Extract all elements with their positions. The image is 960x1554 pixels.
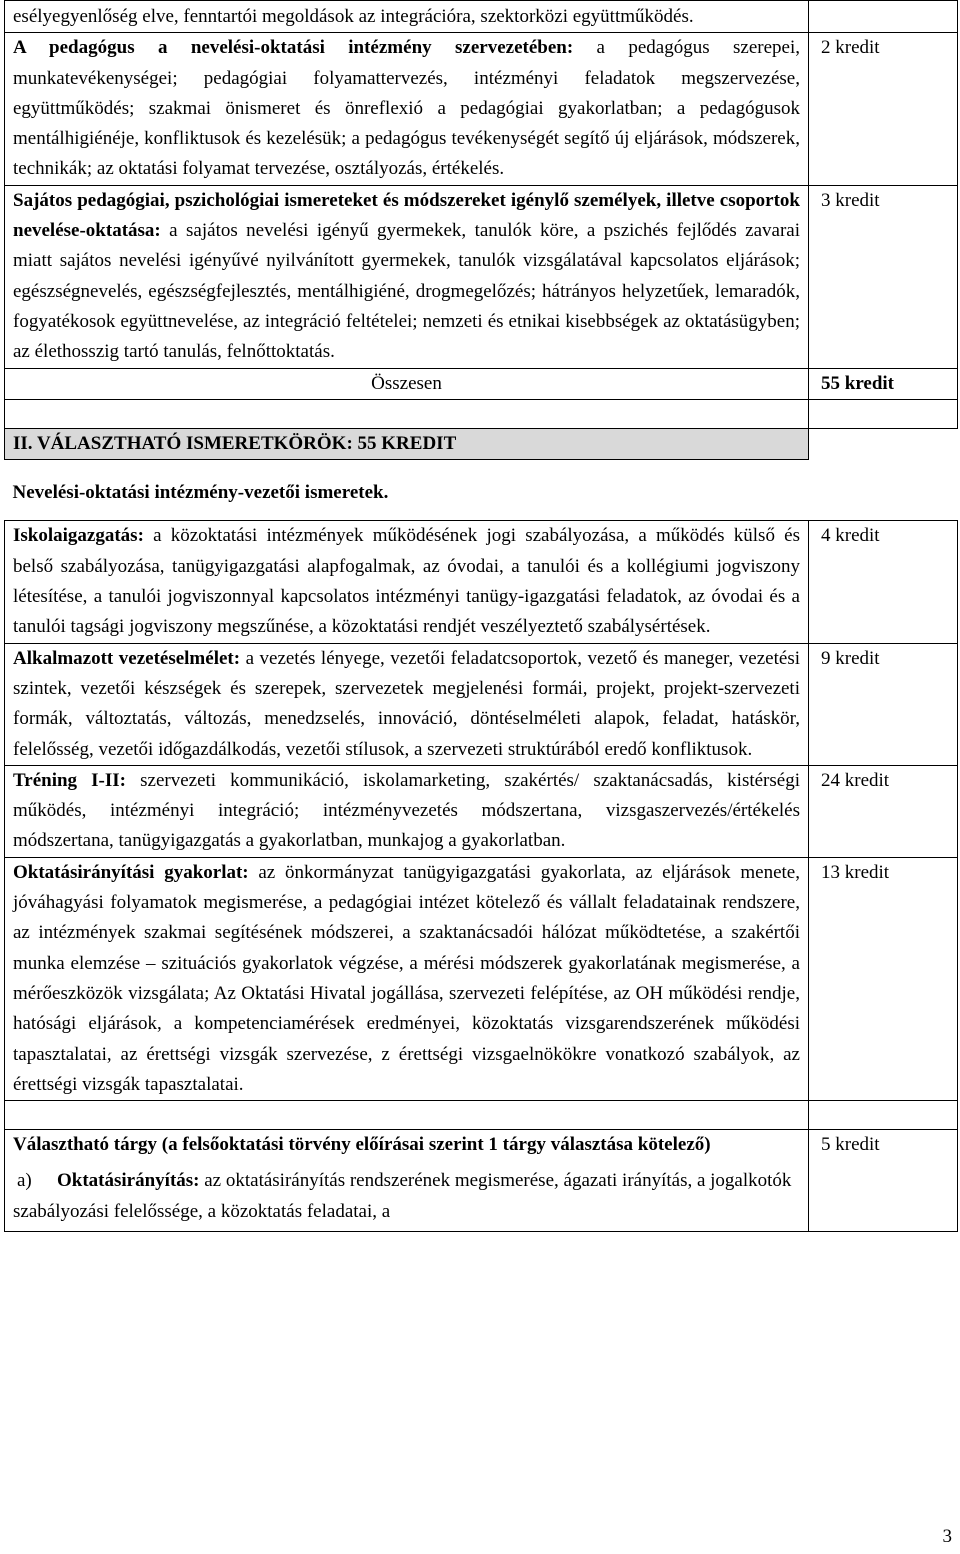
course-credit: 4 kredit: [809, 521, 958, 643]
course-text: a közoktatási intézmények működésének jogi szabályozása, a működés külső és belső szabályozása, tanügyigazgatási alapfogalmak, az óvodai, a tanulói és a kollégiumi jogviszony létesítése, a tanulói jogviszonnyal kapcsolatos intézményi tanügy-igazgatási feladatok, az óvodai és a tanulói tagsági jogviszony megszűnése, a közoktatási rendjét veszélyeztető szabálysértések.: [13, 525, 800, 638]
course-credit: 9 kredit: [809, 643, 958, 765]
course-credit: 2 kredit: [809, 33, 958, 185]
empty-credit-cell: [809, 1, 958, 33]
course-text: a sajátos nevelési igényű gyermekek, tanulók köre, a pszichés fejlődés zavarai miatt sajátos nevelési igényűvé nyilvánított gyermekek, tanulók vizsgálatával kapcsolatos eljárások; egészségnevelés, egészségfejlesztés, mentálhigiéné, drogmegelőzés; hátrányos helyzetűek, lemaradók, fogyatékosok együttnevelése, az integráció feltételei; nemzeti és etnikai kisebbségek az oktatásügyben; az élethosszig tartó tanulás, felnőttoktatás.: [13, 220, 800, 363]
course-title: Alkalmazott vezetéselmélet:: [13, 647, 241, 669]
course-title: Oktatásirányítási gyakorlat:: [13, 861, 249, 883]
course-description: [5, 765, 809, 857]
course-text: szervezeti kommunikáció, iskolamarketing, szakértés/ szaktanácsadás, kistérségi működés, intézményi integráció; intézményvezetés módszertana, vizsgaszervezés/értékelés módszertana, tanügyigazgatás a gyakorlatban, munkajog a gyakorlatban.: [13, 769, 800, 852]
spacer-cell: [5, 1101, 809, 1130]
spacer-cell: [809, 399, 958, 428]
spacer-cell: [5, 399, 809, 428]
subheading-row: [5, 460, 958, 521]
course-credit: 3 kredit: [809, 185, 958, 368]
course-text: az önkormányzat tanügyigazgatási gyakorlata, az eljárások menete, jóváhagyási folyamatok megismerése, a pedagógiai intézet kötelező és vállalt feladatainak rendszere, az intézmények szakmai segítésének módszerei, a szaktanácsadói hálózat működtetése, a szakértői munka elemzése – szituációs gyakorlatok végzése, a mérési módszerek gyakorlatának megismerése, a mérőeszközök vizsgálata; Az Oktatási Hivatal jogállása, szervezeti felépítése, az OH működési rendje, hatósági eljárások, a kompetenciamérések eredményei, közoktatás vizsgarendszerének működési tapasztalatai, az érettségi vizsgák szervezése, z érettségi vizsgaelnökökre vonatkozó szabályok, az érettségi vizsgák tapasztalatai.: [13, 861, 800, 1095]
total-label: Összesen: [5, 368, 809, 399]
course-title: Sajátos pedagógiai, pszichológiai ismereteket és módszereket igénylő személyek, illetve csoportok nevelése-oktatása:: [13, 189, 800, 242]
table-row: [5, 765, 958, 857]
table-row: [5, 1, 958, 33]
course-text: a vezetés lényege, vezetői feladatcsoportok, vezető és maneger, vezetési szintek, vezetői készségek és szerepek, szervezetek megjelenési formái, projekt, projekt-szervezeti formák, változtatás, változás, menedzselés, innováció, döntéselméleti alapok, feladat, hatáskör, felelősség, vezetői időgazdálkodás, vezetői stílusok, a szervezeti struktúrából eredő konfliktusok.: [13, 647, 800, 760]
course-title: A pedagógus a nevelési-oktatási intézmény szervezetében:: [13, 37, 574, 59]
total-row: [5, 368, 958, 399]
section-heading-row: [5, 428, 958, 459]
course-title: Iskolaigazgatás:: [13, 525, 144, 547]
elective-item-label: a): [17, 1170, 32, 1192]
table-row: [5, 33, 958, 185]
course-title: Tréning I-II:: [13, 769, 126, 791]
elective-item-text: az oktatásirányítás rendszerének megismerése, ágazati irányítás, a jogalkotók szabályozási felelőssége, a közoktatás feladatai, a: [13, 1170, 792, 1222]
page-number: 3: [942, 1525, 952, 1547]
course-description: [5, 857, 809, 1100]
spacer-row: [5, 1101, 958, 1130]
elective-item: [13, 1166, 800, 1227]
continuation-text: esélyegyenlőség elve, fenntartói megoldások az integrációra, szektorközi együttműködés.: [5, 1, 809, 33]
course-description: [5, 33, 809, 185]
elective-description: [5, 1130, 809, 1232]
section-subheading: Nevelési-oktatási intézmény-vezetői ismeretek.: [12, 482, 389, 504]
course-description: [5, 643, 809, 765]
table-row: [5, 643, 958, 765]
total-credit: 55 kredit: [809, 368, 958, 399]
elective-credit: 5 kredit: [809, 1130, 958, 1232]
elective-title: Választható tárgy (a felsőoktatási törvény előírásai szerint 1 tárgy választása kötelező): [13, 1134, 711, 1156]
empty-cell: [809, 428, 958, 459]
table-row: [5, 521, 958, 643]
table-row: [5, 185, 958, 368]
course-text: a pedagógus szerepei, munkatevékenységei; pedagógiai folyamattervezés, intézményi feladatok megszervezése, együttműködés; szakmai önismeret és önreflexió a pedagógiai gyakorlatban; a pedagógusok mentálhigiénéje, konfliktusok és kezelésük; a pedagógus tevékenységét segítő új eljárások, módszerek, technikák; az oktatási folyamat tervezése, osztályozás, értékelés.: [13, 37, 800, 180]
section-heading: II. VÁLASZTHATÓ ISMERETKÖRÖK: 55 KREDIT: [5, 428, 809, 459]
table-row: [5, 1130, 958, 1232]
spacer-row: [5, 399, 958, 428]
curriculum-table: [4, 0, 958, 1232]
spacer-cell: [809, 1101, 958, 1130]
course-credit: 13 kredit: [809, 857, 958, 1100]
elective-item-title: Oktatásirányítás:: [57, 1170, 200, 1192]
table-row: [5, 857, 958, 1100]
course-description: [5, 185, 809, 368]
course-credit: 24 kredit: [809, 765, 958, 857]
course-description: [5, 521, 809, 643]
